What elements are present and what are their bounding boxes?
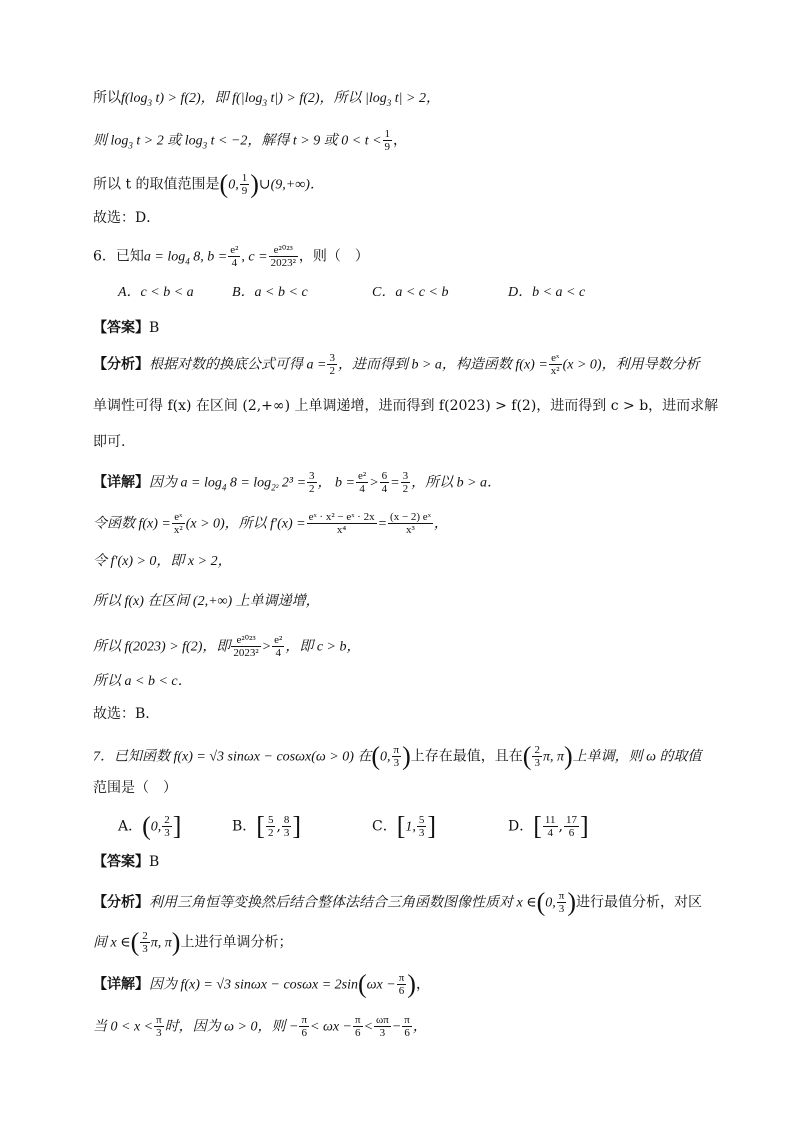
- fraction: $\frac{1}{9}$: [384, 128, 391, 153]
- fraction: $\frac{\text{e²⁰²³}}{\text{2023²}}$: [233, 634, 259, 659]
- math: 根据对数的换底公式可得 a =: [149, 357, 327, 373]
- math: t < −2，解得 t > 9 或 0 < t <: [207, 133, 382, 149]
- option-d: D．[ $\frac{11}{4}$ , $\frac{17}{6}$ ]: [508, 811, 589, 841]
- question-6-detail-line-3: 令 f′(x) > 0，即 x > 2，: [93, 554, 232, 569]
- question-6-detail-line-1: 【详解】因为 $a = \log_4 8 = \log_{2^2} 2^3$ = $\frac{3}{2}$ ， b = $\frac{\text{e²}}{4}$ > $\frac{6}{4}$ = $\frac{3}{2}$ ，所以 b > a．: [93, 470, 502, 495]
- question-6-options: [118, 283, 638, 303]
- analysis-tag: 【分析】: [93, 356, 149, 373]
- question-7-answer: [93, 852, 159, 872]
- option-b: B．a < b < c: [232, 285, 308, 300]
- fraction: $\frac{3}{2}$: [402, 470, 409, 495]
- text: 所以 t 的取值范围是: [93, 176, 220, 193]
- math: f(log: [121, 91, 148, 106]
- question-6-stem: [93, 244, 369, 271]
- math-sub: 3: [386, 97, 392, 108]
- math-sub: 3: [147, 97, 152, 108]
- question-6-detail-line-5: 所以 f(2023) > f(2)，即 $\frac{\text{e²⁰²³}}{\text{2023²}}$ > $\frac{\text{e²}}{4}$ ，即 c > b，: [93, 634, 361, 659]
- fraction: $\frac{2}{3}$: [534, 744, 540, 769]
- math: , c =: [241, 249, 268, 265]
- math: t| > 2，: [391, 91, 440, 106]
- fraction: $\frac{\text{e²⁰²³}}{\text{2023²}}$: [270, 244, 296, 269]
- answer-tag: 【答案】: [93, 854, 149, 870]
- question-6-detail-line-7: 故选：B.: [93, 706, 150, 722]
- question-6-detail-line-4: 所以 f(x) 在区间 (2,+∞) 上单调递增，: [93, 594, 320, 609]
- text-line-1: [93, 88, 440, 113]
- option-d: D．b < a < c: [508, 285, 586, 300]
- fraction: $\frac{\pi}{3}$: [393, 744, 400, 769]
- math: ，进而得到 b > a，构造函数 f(x) =: [337, 357, 548, 373]
- math: t) > f(2)，即 f(|log: [151, 91, 263, 106]
- math: ∪(9,+∞)．: [258, 177, 324, 193]
- math: t|) > f(2)，所以 |log: [266, 91, 387, 106]
- question-7-detail-line-2: 当 0 < x < $\frac{\pi}{3}$ 时，因为 ω > 0，则 − $\frac{\pi}{6}$ < ωx − $\frac{\pi}{6}$ < $\frac{\omega\pi}{3}$ − $\frac{\pi}{6}$ ，: [93, 1014, 427, 1039]
- question-6-analysis-line-2: 单调性可得 f(x) 在区间 (2,+∞) 上单调递增，进而得到 f(2023) > f(2)，进而得到 c > b，进而求解: [93, 398, 719, 414]
- question-7-detail-line-1: 【详解】因为 f(x) = √3 sinωx − cosωx = 2sin(ωx − $\frac{\pi}{6}$ )，: [93, 969, 430, 999]
- analysis-tag: 【分析】: [93, 894, 149, 911]
- fraction: $\frac{\text{eˣ}}{\text{x²}}$: [173, 511, 183, 536]
- fraction: $\frac{\text{e²}}{4}$: [274, 634, 283, 659]
- math: 8, b =: [189, 249, 228, 265]
- math: 则 log: [93, 133, 129, 149]
- option-a: A．c < b < a: [118, 285, 194, 300]
- question-7-stem-line-2: 范围是（ ）: [93, 780, 177, 796]
- fraction: $\frac{3}{2}$: [309, 470, 315, 495]
- question-6-detail-line-2: 令函数 f(x) = $\frac{\text{eˣ}}{\text{x²}}$ (x > 0)，所以 f′(x) = $\frac{\text{eˣ · x² − eˣ · 2x}}{\text{x⁴}}$ = $\frac{\text{(x − 2) eˣ}}{\text{x³}}$ ，: [93, 511, 448, 536]
- question-6-detail-line-6: 所以 a < b < c．: [93, 674, 192, 689]
- fraction: $\frac{\text{e²}}{4}$: [230, 244, 239, 269]
- math: t > 2 或 log: [132, 133, 203, 149]
- text: 所以: [93, 90, 121, 106]
- text: 6．已知: [93, 248, 144, 265]
- math-sub: 3: [262, 97, 267, 108]
- text: ，: [393, 132, 408, 149]
- fraction: $\frac{\text{(x − 2) eˣ}}{\text{x³}}$: [390, 511, 431, 536]
- question-7-analysis-line-2: 间 x ∈( $\frac{2}{3}$ π, π)上进行单调分析；: [93, 927, 293, 957]
- answer-tag: 【答案】: [93, 320, 149, 336]
- math-sub: 3: [202, 140, 208, 151]
- fraction: $\frac{\text{eˣ · x² − eˣ · 2x}}{\text{x⁴}}$: [308, 511, 375, 536]
- question-7-stem-line-1: 7．已知函数 f(x) = √3 sinωx − cosωx(ω > 0) 在(0, $\frac{\pi}{3}$ )上存在最值，且在( $\frac{2}{3}$ π, π)上单调，则 ω 的取值: [93, 741, 702, 771]
- text-line-2: [93, 128, 407, 155]
- detail-tag: 【详解】: [93, 976, 149, 993]
- option-a: A．(0, $\frac{2}{3}$ ]: [118, 811, 182, 841]
- option-c: C．a < c < b: [372, 285, 449, 300]
- option-b: B．[ $\frac{5}{2}$ , $\frac{8}{3}$ ]: [232, 811, 302, 841]
- math: (x > 0)，利用导数分析: [562, 357, 700, 373]
- fraction: $\frac{\text{e²}}{4}$: [358, 470, 367, 495]
- detail-tag: 【详解】: [93, 474, 149, 491]
- question-6-analysis-line-1: [93, 352, 700, 377]
- math: 0,: [228, 177, 239, 193]
- math: a = log: [143, 249, 186, 265]
- text: ，则（ ）: [298, 248, 369, 265]
- answer-value: B: [149, 320, 160, 336]
- fraction: $\frac{1}{9}$: [241, 172, 248, 197]
- fraction: $\frac{\text{eˣ}}{\text{x²}}$: [550, 352, 560, 377]
- option-c: C．[1, $\frac{5}{3}$ ]: [372, 811, 437, 841]
- answer-value: B: [149, 854, 160, 870]
- text-line-4: 故选：D．: [93, 210, 161, 226]
- question-7-analysis-line-1: 【分析】利用三角恒等变换然后结合整体法结合三角函数图像性质对 x ∈(0, $\frac{\pi}{3}$ )进行最值分析，对区: [93, 887, 702, 917]
- fraction: $\frac{6}{4}$: [381, 470, 388, 495]
- question-6-analysis-line-3: 即可.: [93, 434, 126, 450]
- math-sub: 3: [128, 140, 133, 151]
- math-sub: 4: [185, 256, 190, 267]
- question-6-answer: [93, 318, 159, 338]
- question-7-options: [118, 811, 638, 841]
- text-line-3: 所以 t 的取值范围是(0, $\frac{1}{9}$ )∪(9,+∞)．: [93, 169, 324, 199]
- fraction: $\frac{3}{2}$: [329, 352, 335, 377]
